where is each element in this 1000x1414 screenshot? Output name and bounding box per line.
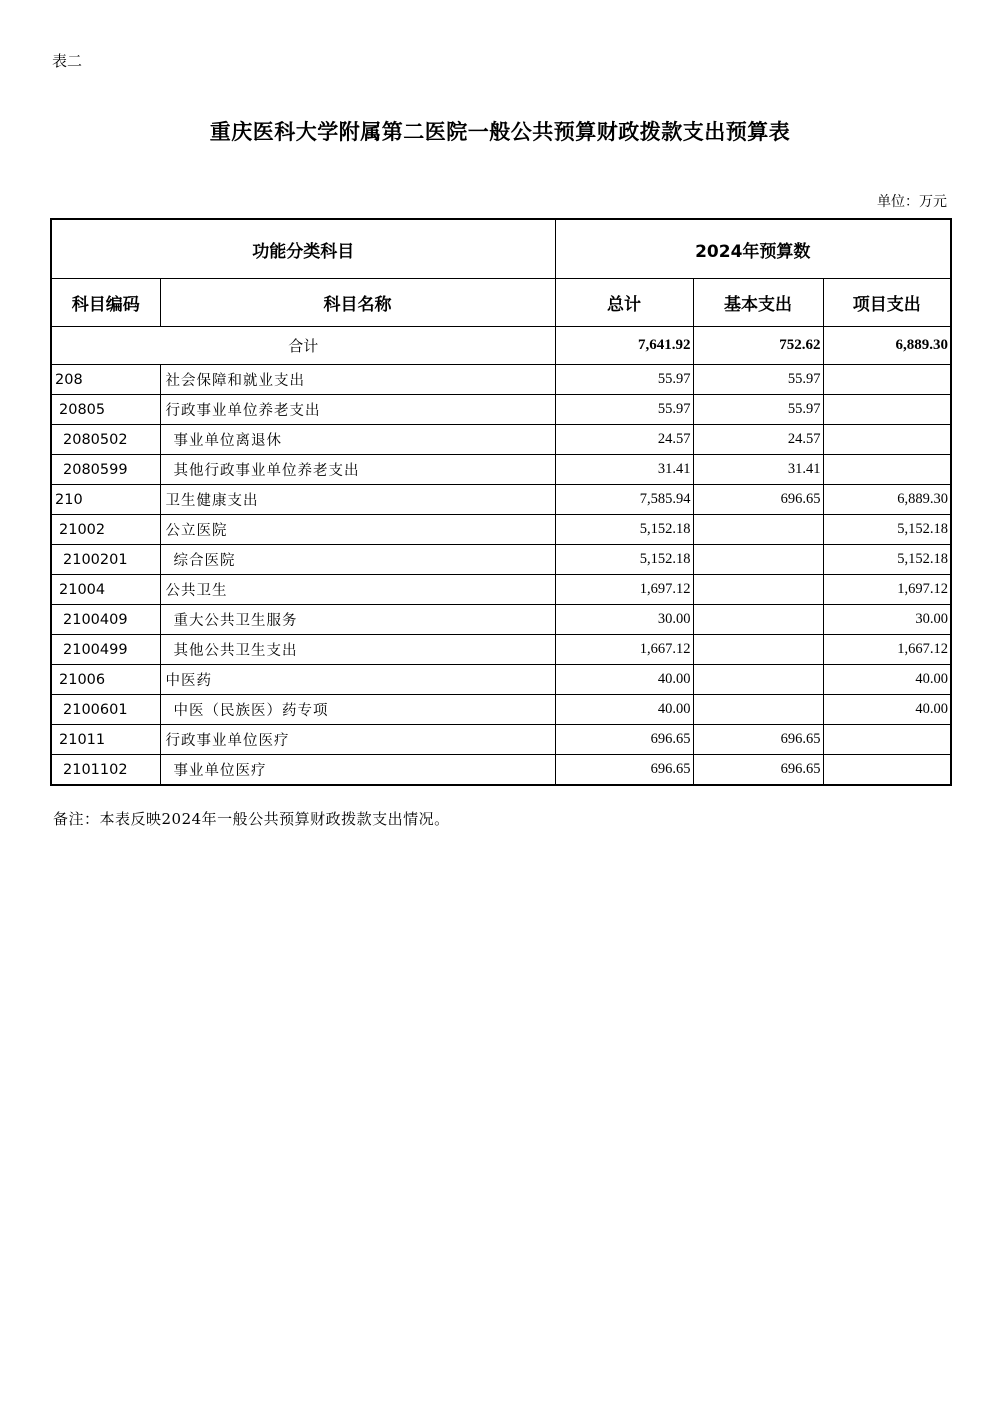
row-basic: 55.97 xyxy=(693,365,823,395)
row-total: 24.57 xyxy=(555,425,693,455)
total-label: 合计 xyxy=(51,327,555,365)
row-project: 40.00 xyxy=(823,665,951,695)
header-row-2 xyxy=(51,279,951,327)
row-project xyxy=(823,395,951,425)
row-project xyxy=(823,755,951,786)
row-basic xyxy=(693,665,823,695)
row-name: 重大公共卫生服务 xyxy=(160,605,555,635)
row-total: 30.00 xyxy=(555,605,693,635)
table-row xyxy=(51,575,951,605)
row-code: 21002 xyxy=(51,515,160,545)
row-basic xyxy=(693,515,823,545)
table-row xyxy=(51,605,951,635)
header-basic: 基本支出 xyxy=(693,279,823,327)
header-total: 总计 xyxy=(555,279,693,327)
row-code: 210 xyxy=(51,485,160,515)
row-total: 696.65 xyxy=(555,725,693,755)
row-name: 公共卫生 xyxy=(160,575,555,605)
row-code: 2100409 xyxy=(51,605,160,635)
row-total: 55.97 xyxy=(555,395,693,425)
header-project: 项目支出 xyxy=(823,279,951,327)
row-code: 2080502 xyxy=(51,425,160,455)
row-project: 40.00 xyxy=(823,695,951,725)
row-name: 中医药 xyxy=(160,665,555,695)
row-total: 55.97 xyxy=(555,365,693,395)
row-project: 6,889.30 xyxy=(823,485,951,515)
row-code: 2080599 xyxy=(51,455,160,485)
table-row xyxy=(51,455,951,485)
row-name: 行政事业单位医疗 xyxy=(160,725,555,755)
row-total: 5,152.18 xyxy=(555,545,693,575)
row-basic xyxy=(693,695,823,725)
total-project: 6,889.30 xyxy=(823,327,951,365)
row-project: 5,152.18 xyxy=(823,515,951,545)
row-project: 30.00 xyxy=(823,605,951,635)
row-project xyxy=(823,425,951,455)
page-title: 重庆医科大学附属第二医院一般公共预算财政拨款支出预算表 xyxy=(209,119,791,144)
table-row xyxy=(51,635,951,665)
row-name: 事业单位离退休 xyxy=(160,425,555,455)
table-row xyxy=(51,755,951,786)
row-name: 社会保障和就业支出 xyxy=(160,365,555,395)
row-total: 40.00 xyxy=(555,695,693,725)
row-total: 31.41 xyxy=(555,455,693,485)
row-total: 5,152.18 xyxy=(555,515,693,545)
row-basic xyxy=(693,635,823,665)
row-basic xyxy=(693,575,823,605)
header-budget-year: 2024年预算数 xyxy=(555,219,951,279)
row-project: 1,667.12 xyxy=(823,635,951,665)
table-row xyxy=(51,545,951,575)
row-basic xyxy=(693,545,823,575)
header-code: 科目编码 xyxy=(51,279,160,327)
row-total: 1,667.12 xyxy=(555,635,693,665)
row-code: 21004 xyxy=(51,575,160,605)
row-total: 40.00 xyxy=(555,665,693,695)
header-func-class: 功能分类科目 xyxy=(51,219,555,279)
row-basic: 31.41 xyxy=(693,455,823,485)
budget-table xyxy=(50,218,952,786)
row-name: 其他公共卫生支出 xyxy=(160,635,555,665)
table-row xyxy=(51,725,951,755)
header-row-1 xyxy=(51,219,951,279)
table-row xyxy=(51,665,951,695)
table-row xyxy=(51,425,951,455)
row-code: 21006 xyxy=(51,665,160,695)
row-project xyxy=(823,725,951,755)
row-code: 2100499 xyxy=(51,635,160,665)
row-name: 事业单位医疗 xyxy=(160,755,555,786)
row-name: 中医（民族医）药专项 xyxy=(160,695,555,725)
row-project: 1,697.12 xyxy=(823,575,951,605)
row-basic: 696.65 xyxy=(693,725,823,755)
row-code: 208 xyxy=(51,365,160,395)
row-name: 综合医院 xyxy=(160,545,555,575)
row-basic: 55.97 xyxy=(693,395,823,425)
row-code: 20805 xyxy=(51,395,160,425)
table-row xyxy=(51,485,951,515)
row-total: 1,697.12 xyxy=(555,575,693,605)
table-row xyxy=(51,395,951,425)
row-total: 7,585.94 xyxy=(555,485,693,515)
row-basic: 696.65 xyxy=(693,755,823,786)
row-code: 2100201 xyxy=(51,545,160,575)
total-row xyxy=(51,327,951,365)
row-name: 行政事业单位养老支出 xyxy=(160,395,555,425)
unit-label: 单位：万元 xyxy=(877,194,947,210)
row-project xyxy=(823,365,951,395)
total-total: 7,641.92 xyxy=(555,327,693,365)
row-code: 2100601 xyxy=(51,695,160,725)
table-row xyxy=(51,515,951,545)
header-name: 科目名称 xyxy=(160,279,555,327)
table-row xyxy=(51,365,951,395)
table-label: 表二 xyxy=(52,52,83,70)
row-name: 公立医院 xyxy=(160,515,555,545)
row-name: 其他行政事业单位养老支出 xyxy=(160,455,555,485)
row-basic: 696.65 xyxy=(693,485,823,515)
row-code: 2101102 xyxy=(51,755,160,786)
row-basic xyxy=(693,605,823,635)
row-total: 696.65 xyxy=(555,755,693,786)
row-name: 卫生健康支出 xyxy=(160,485,555,515)
row-code: 21011 xyxy=(51,725,160,755)
row-project xyxy=(823,455,951,485)
footnote: 备注：本表反映2024年一般公共预算财政拨款支出情况。 xyxy=(53,810,450,828)
row-project: 5,152.18 xyxy=(823,545,951,575)
table-row xyxy=(51,695,951,725)
row-basic: 24.57 xyxy=(693,425,823,455)
total-basic: 752.62 xyxy=(693,327,823,365)
